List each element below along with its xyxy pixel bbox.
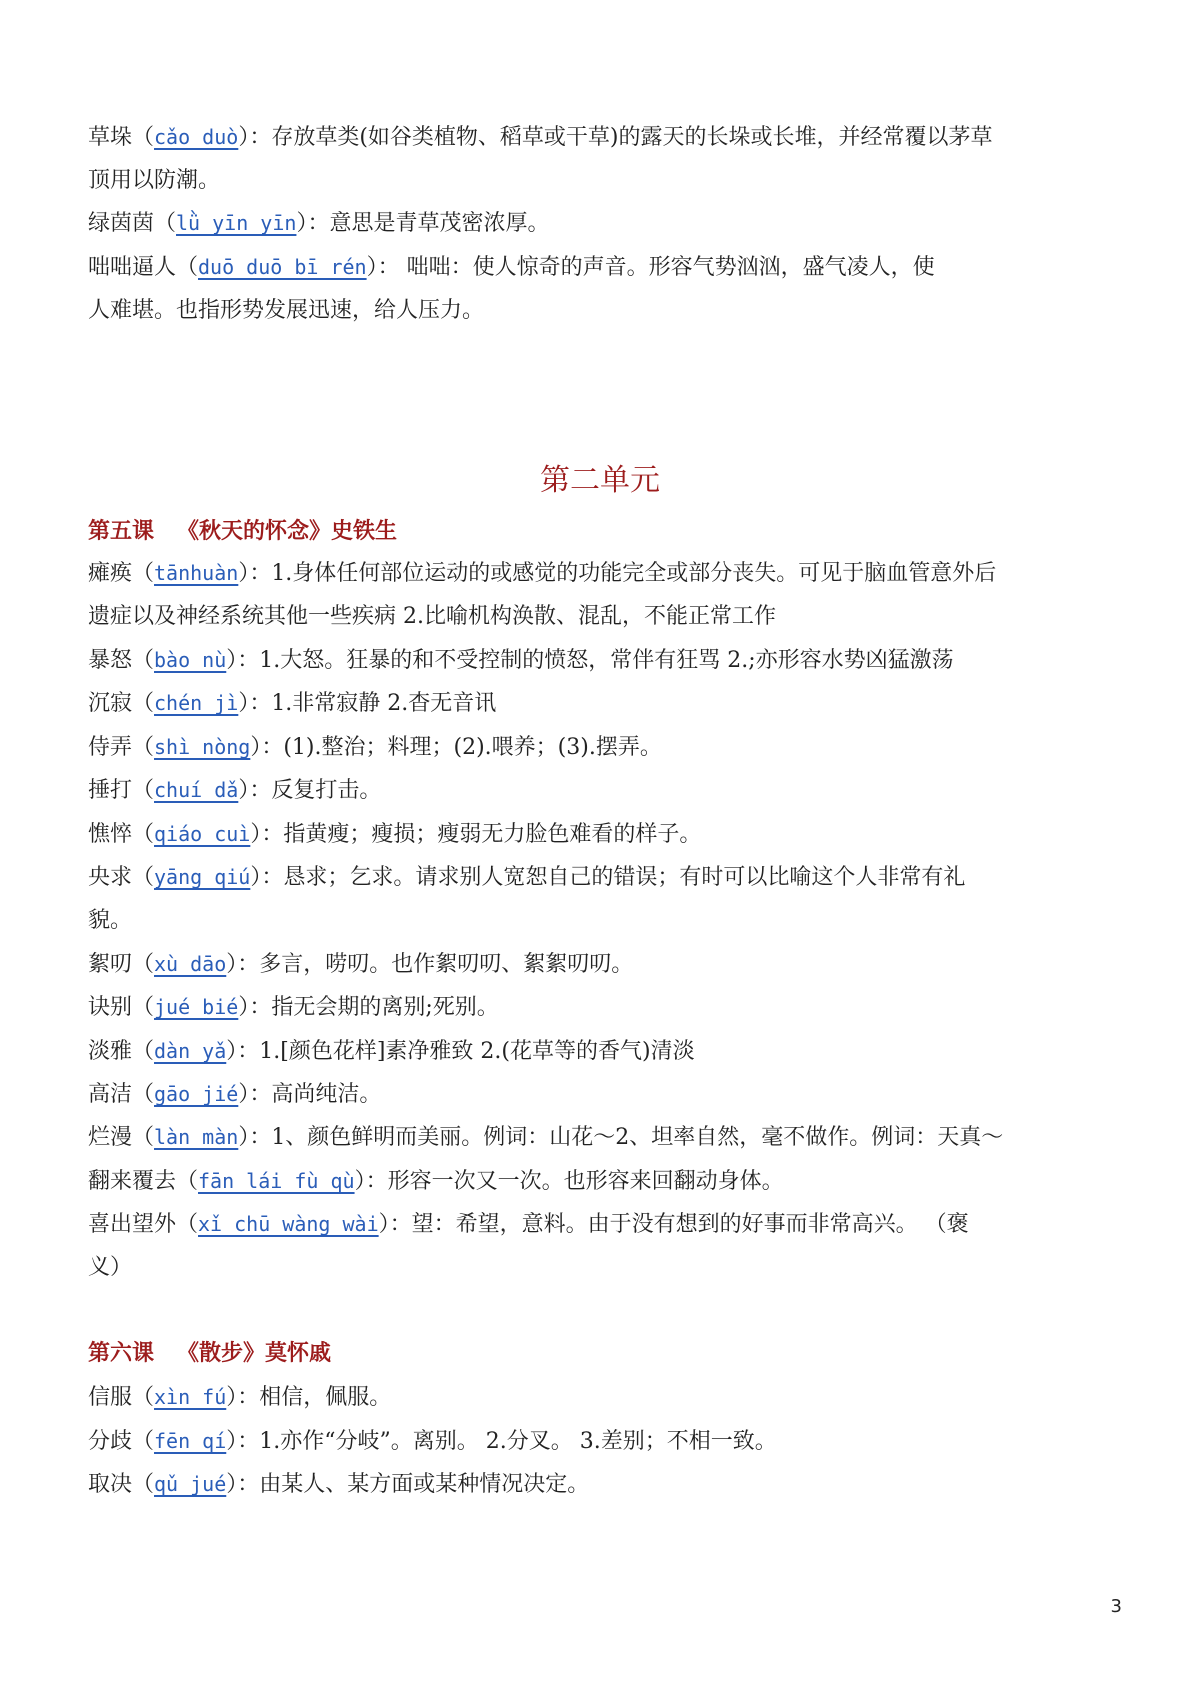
entry-fenqi: 分歧（fēn qí）：1.亦作“分岐”。离别。 2.分叉。 3.差别；不相一致。 <box>88 1429 777 1454</box>
pinyin: shì nòng <box>154 735 251 759</box>
entry-yangqiu: 央求（yāng qiú）：恳求；乞求。请求别人宽恕自己的错误；有时可以比喻这个人非常有礼 <box>88 865 966 890</box>
pinyin: gāo jié <box>154 1082 239 1106</box>
lesson6-title: 第六课 《散步》莫怀戚 <box>88 1340 331 1366</box>
entry-xichuwangwai-cont: 义） <box>88 1255 133 1280</box>
entry-xudao: 絮叨（xù dāo）：多言，唠叨。也作絮叨叨、絮絮叨叨。 <box>88 952 634 977</box>
entry-tanhuan: 瘫痪（tānhuàn）：1.身体任何部位运动的或感觉的功能完全或部分丧失。可见于脑血管意外后 <box>88 561 997 586</box>
pinyin: cǎo duò <box>154 125 239 149</box>
entry-xichuwangwai: 喜出望外（xǐ chū wàng wài）：望：希望，意料。由于没有想到的好事而非常高兴。 （褒 <box>88 1212 969 1237</box>
entry-gaojie: 高洁（gāo jié）：高尚纯洁。 <box>88 1082 382 1107</box>
entry-juebie: 诀别（jué bié）：指无会期的离别;死别。 <box>88 995 499 1020</box>
entry-tanhuan-cont: 遗症以及神经系统其他一些疾病 2.比喻机构涣散、混乱，不能正常工作 <box>88 604 776 629</box>
pinyin: yāng qiú <box>154 865 251 889</box>
entry-xinfu: 信服（xìn fú）：相信，佩服。 <box>88 1385 392 1410</box>
pinyin: duō duō bī rén <box>198 255 367 279</box>
page-number: 3 <box>1110 1596 1122 1617</box>
pinyin: jué bié <box>154 995 239 1019</box>
pinyin: lǜ yīn yīn <box>176 211 297 235</box>
pinyin: xǐ chū wàng wài <box>198 1212 379 1236</box>
entry-chuida: 捶打（chuí dǎ）：反复打击。 <box>88 778 382 803</box>
pinyin: xù dāo <box>154 952 227 976</box>
entry-yangqiu-cont: 貌。 <box>88 908 133 933</box>
pinyin: fān lái fù qù <box>198 1169 355 1193</box>
entry-shinong: 侍弄（shì nòng）：(1).整治；料理；(2).喂养；(3).摆弄。 <box>88 735 662 760</box>
entry-baonu: 暴怒（bào nù）：1.大怒。狂暴的和不受控制的愤怒，常伴有狂骂 2.;亦形容水势凶猛激荡 <box>88 648 954 673</box>
lesson5-title: 第五课 《秋天的怀念》史铁生 <box>88 518 397 544</box>
pinyin: chuí dǎ <box>154 778 239 802</box>
entry-qujue: 取决（qǔ jué）：由某人、某方面或某种情况决定。 <box>88 1472 590 1497</box>
pinyin: tānhuàn <box>154 561 239 585</box>
entry-duoduobiren-cont: 人难堪。也指形势发展迅速，给人压力。 <box>88 298 485 323</box>
pinyin: fēn qí <box>154 1429 227 1453</box>
entry-qiaocui: 憔悴（qiáo cuì）：指黄瘦；瘦损；瘦弱无力脸色难看的样子。 <box>88 822 702 847</box>
pinyin: dàn yǎ <box>154 1039 227 1063</box>
entry-danya: 淡雅（dàn yǎ）：1.[颜色花样]素净雅致 2.(花草等的香气)清淡 <box>88 1039 695 1064</box>
pinyin: xìn fú <box>154 1385 227 1409</box>
entry-lanman: 烂漫（làn màn）：1、颜色鲜明而美丽。例词：山花～2、坦率自然，毫不做作。例词：天真～ <box>88 1125 1004 1150</box>
pinyin: qǔ jué <box>154 1472 227 1496</box>
entry-duoduobiren: 咄咄逼人（duō duō bī rén）： 咄咄：使人惊奇的声音。形容气势汹汹，盛气凌人，使 <box>88 255 935 280</box>
entry-caoduo: 草垛（cǎo duò）：存放草类(如谷类植物、稻草或干草)的露天的长垛或长堆，并经常覆以茅草 <box>88 125 993 150</box>
pinyin: qiáo cuì <box>154 822 251 846</box>
pinyin: bào nù <box>154 648 227 672</box>
entry-caoduo-cont: 顶用以防潮。 <box>88 168 221 193</box>
unit-title: 第二单元 <box>540 463 660 498</box>
pinyin: chén jì <box>154 691 239 715</box>
entry-chenji: 沉寂（chén jì）：1.非常寂静 2.杳无音讯 <box>88 691 497 716</box>
pinyin: làn màn <box>154 1125 239 1149</box>
entry-lvyinyin: 绿茵茵（lǜ yīn yīn）：意思是青草茂密浓厚。 <box>88 211 550 236</box>
entry-fanlaifuqu: 翻来覆去（fān lái fù qù）：形容一次又一次。也形容来回翻动身体。 <box>88 1169 784 1194</box>
